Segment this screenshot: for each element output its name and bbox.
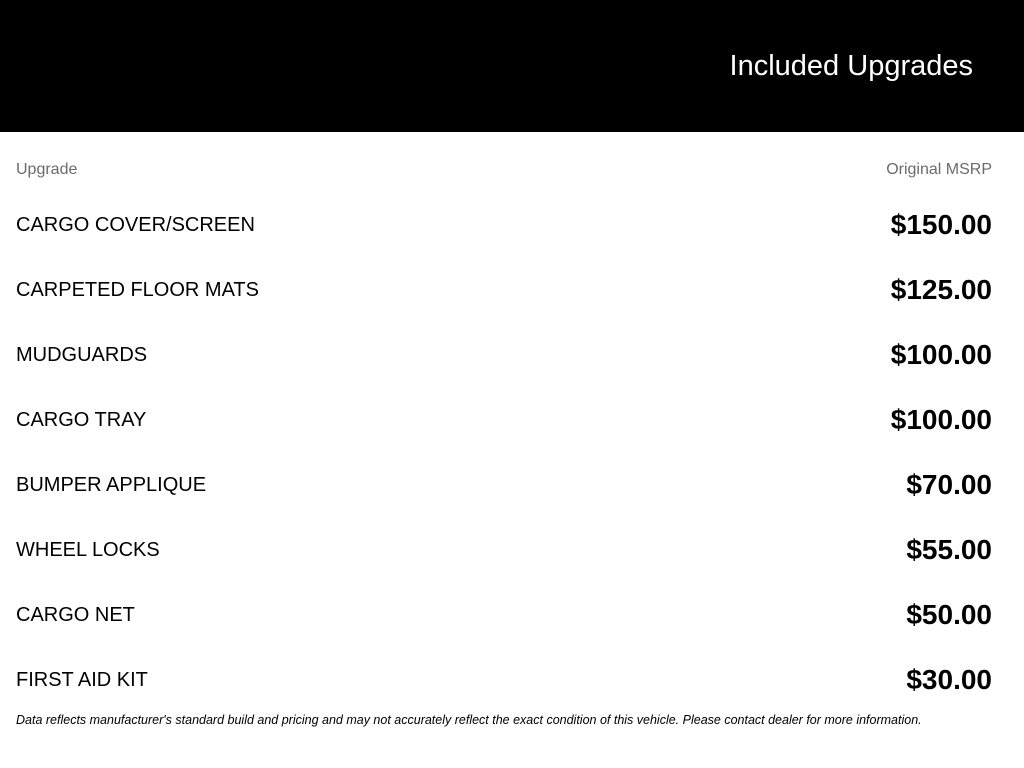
table-row <box>16 192 992 257</box>
table-header <box>16 158 992 182</box>
disclaimer-text: Data reflects manufacturer's standard build and pricing and may not accurately reflect the exact condition of this vehicle. Please contact dealer for more information. <box>16 713 922 727</box>
upgrade-name: CARGO NET <box>16 603 135 626</box>
header-banner <box>0 0 1024 132</box>
upgrade-price: $125.00 <box>890 273 992 305</box>
upgrade-name: FIRST AID KIT <box>16 668 148 691</box>
table-row <box>16 452 992 517</box>
upgrade-price: $70.00 <box>906 468 992 500</box>
page-title: Included Upgrades <box>729 50 973 82</box>
upgrade-price: $150.00 <box>890 208 992 240</box>
upgrade-name: CARGO COVER/SCREEN <box>16 213 255 236</box>
column-header-upgrade: Upgrade <box>16 161 78 178</box>
table-body <box>16 192 992 712</box>
column-header-msrp: Original MSRP <box>886 161 992 178</box>
table-row <box>16 582 992 647</box>
upgrade-name: MUDGUARDS <box>16 343 148 366</box>
table-row <box>16 257 992 322</box>
upgrade-price: $50.00 <box>906 598 992 630</box>
table-row <box>16 647 992 712</box>
upgrades-table <box>16 158 992 712</box>
upgrade-name: BUMPER APPLIQUE <box>16 473 207 496</box>
upgrade-name: WHEEL LOCKS <box>16 538 160 561</box>
upgrade-name: CARGO TRAY <box>16 408 147 431</box>
upgrade-price: $100.00 <box>890 338 992 370</box>
table-row <box>16 387 992 452</box>
table-row <box>16 517 992 582</box>
upgrade-price: $55.00 <box>906 533 992 565</box>
upgrade-price: $30.00 <box>906 663 992 695</box>
table-row <box>16 322 992 387</box>
upgrade-price: $100.00 <box>890 403 992 435</box>
upgrade-name: CARPETED FLOOR MATS <box>16 278 259 301</box>
